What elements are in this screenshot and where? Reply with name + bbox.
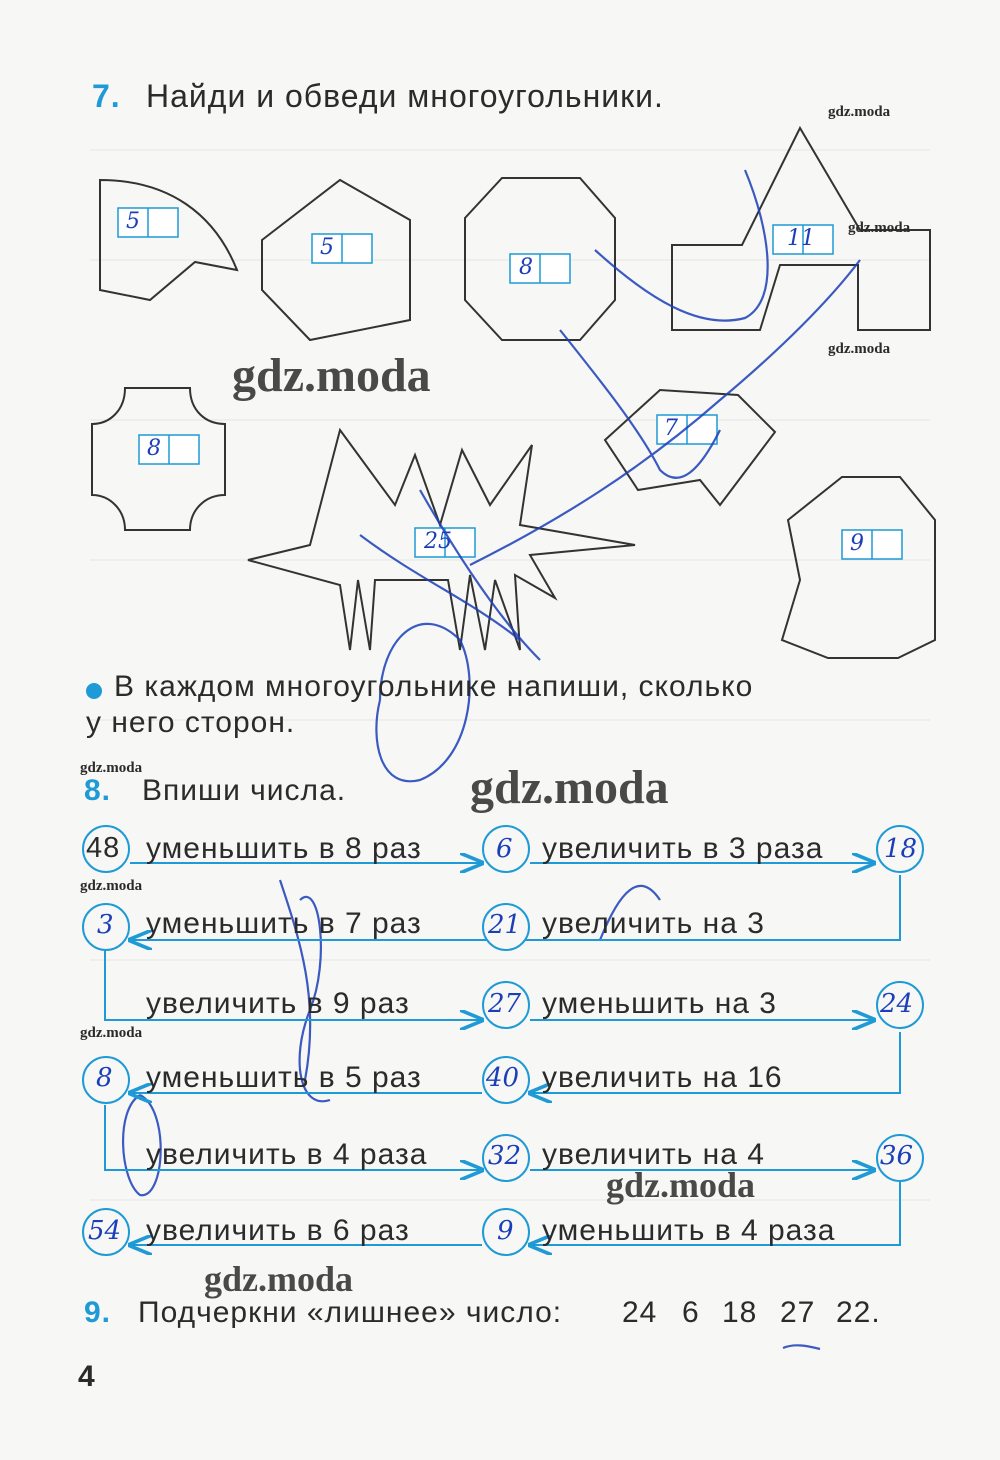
task7-number: 7.	[92, 78, 121, 114]
chain-row5-mid: 32	[488, 1141, 522, 1171]
chain-row2-op2: увеличить на 3	[542, 907, 765, 940]
chain-row6-op1: увеличить в 6 раз	[146, 1214, 410, 1247]
task9-number-2: 6	[682, 1296, 700, 1329]
chain-row1-op1: уменьшить в 8 раз	[146, 832, 422, 865]
chain-row2-mid: 21	[488, 910, 522, 940]
task7-title: Найди и обведи многоугольники.	[146, 78, 664, 114]
shape-6-answer: 7	[664, 416, 678, 441]
chain-row5-right: 36	[880, 1141, 914, 1171]
shape-3-answer: 8	[519, 255, 533, 280]
chain-row1-left: 48	[86, 832, 121, 864]
watermark-small: gdz.moda	[80, 760, 143, 776]
chain-row4-op1: уменьшить в 5 раз	[146, 1061, 422, 1094]
watermark: gdz.moda	[470, 761, 669, 814]
chain-row2-op1: уменьшить в 7 раз	[146, 907, 422, 940]
chain-row1-mid: 6	[496, 834, 513, 864]
chain-row6-mid: 9	[497, 1216, 514, 1246]
watermark: gdz.moda	[204, 1259, 354, 1299]
watermark: gdz.moda	[232, 349, 431, 402]
shape-2-answer: 5	[320, 235, 334, 260]
chain-row3-right: 24	[880, 989, 914, 1019]
task9-number-4: 27	[780, 1296, 816, 1329]
shape-8-answer: 9	[850, 531, 864, 556]
task9-number-1: 24	[622, 1296, 658, 1329]
task9-number-5: 22.	[836, 1296, 881, 1329]
task8-title: Впиши числа.	[142, 774, 347, 807]
watermark-small: gdz.moda	[848, 220, 911, 236]
shape-4-answer: 11	[787, 226, 815, 251]
chain-row3-op2: уменьшить на 3	[542, 987, 777, 1020]
task8-number: 8.	[84, 774, 112, 807]
page-number: 4	[78, 1360, 96, 1393]
chain-row4-left: 8	[96, 1063, 113, 1093]
watermark-small: gdz.moda	[828, 104, 891, 120]
task7-instruction-line2: у него сторон.	[86, 706, 296, 739]
chain-row6-op2: уменьшить в 4 раза	[542, 1214, 836, 1247]
watermark: gdz.moda	[606, 1165, 756, 1205]
task9-text: Подчеркни «лишнее» число:	[138, 1296, 563, 1329]
watermark-small: gdz.moda	[828, 341, 891, 357]
chain-row5-op2: увеличить на 4	[542, 1138, 765, 1171]
shape-7-answer: 25	[424, 529, 452, 554]
shape-5-answer: 8	[147, 436, 161, 461]
chain-row1-right: 18	[884, 834, 918, 864]
watermark-small: gdz.moda	[80, 1025, 143, 1041]
chain-row1-op2: увеличить в 3 раза	[542, 832, 824, 865]
shape-1-answer: 5	[126, 209, 140, 234]
task9-number-3: 18	[722, 1296, 758, 1329]
chain-row4-mid: 40	[486, 1063, 520, 1093]
chain-row5-op1: увеличить в 4 раза	[146, 1138, 428, 1171]
task7-instruction-line1: В каждом многоугольнике напиши, сколько	[114, 670, 754, 703]
chain-row3-op1: увеличить в 9 раз	[146, 987, 410, 1020]
chain-row3-mid: 27	[488, 989, 522, 1019]
task9-number: 9.	[84, 1296, 112, 1329]
chain-row4-op2: увеличить на 16	[542, 1061, 783, 1094]
chain-row6-left: 54	[88, 1216, 122, 1246]
watermark-small: gdz.moda	[80, 878, 143, 894]
chain-row2-left: 3	[97, 910, 114, 940]
